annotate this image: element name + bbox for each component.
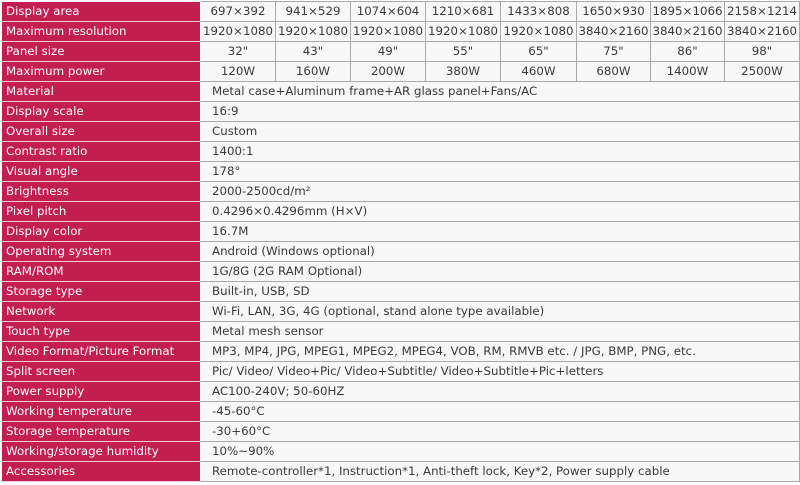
table-row (2, 282, 800, 302)
row-label: Video Format/Picture Format (2, 342, 201, 362)
row-value: Remote-controller*1, Instruction*1, Anti-theft lock, Key*2, Power supply cable (201, 462, 800, 482)
row-value: 120W (201, 62, 276, 82)
table-row (2, 382, 800, 402)
row-label: Material (2, 82, 201, 102)
table-row (2, 242, 800, 262)
row-value: 2158×1214 (725, 2, 800, 22)
row-label: Storage temperature (2, 422, 201, 442)
row-value: Metal mesh sensor (201, 322, 800, 342)
table-row (2, 102, 800, 122)
row-value: 1433×808 (501, 2, 577, 22)
row-value: 98" (725, 42, 800, 62)
row-label: Display scale (2, 102, 201, 122)
row-label: Display area (2, 2, 201, 22)
row-value: 1400W (651, 62, 725, 82)
row-value: 49" (351, 42, 426, 62)
row-label: Power supply (2, 382, 201, 402)
row-label: Working/storage humidity (2, 442, 201, 462)
row-value: 1920×1080 (426, 22, 501, 42)
row-label: Display color (2, 222, 201, 242)
row-value: 16:9 (201, 102, 800, 122)
row-label: Maximum resolution (2, 22, 201, 42)
row-value: 1650×930 (577, 2, 651, 22)
row-value: Pic/ Video/ Video+Pic/ Video+Subtitle/ Video+Subtitle+Pic+letters (201, 362, 800, 382)
row-value: 200W (351, 62, 426, 82)
row-value: 3840×2160 (725, 22, 800, 42)
row-label: Network (2, 302, 201, 322)
row-value: Custom (201, 122, 800, 142)
row-label: Maximum power (2, 62, 201, 82)
row-value: 1920×1080 (501, 22, 577, 42)
row-value: 680W (577, 62, 651, 82)
row-value: 3840×2160 (651, 22, 725, 42)
table-row (2, 22, 800, 42)
row-value: 941×529 (276, 2, 351, 22)
row-value: 1G/8G (2G RAM Optional) (201, 262, 800, 282)
row-label: Touch type (2, 322, 201, 342)
row-value: 3840×2160 (577, 22, 651, 42)
row-value: 160W (276, 62, 351, 82)
table-row (2, 142, 800, 162)
row-value: 10%~90% (201, 442, 800, 462)
spec-table-body (2, 2, 800, 482)
row-label: Split screen (2, 362, 201, 382)
spec-table (1, 1, 800, 482)
row-value: 1074×604 (351, 2, 426, 22)
row-label: Overall size (2, 122, 201, 142)
table-row (2, 42, 800, 62)
row-value: 16.7M (201, 222, 800, 242)
table-row (2, 302, 800, 322)
row-value: 43" (276, 42, 351, 62)
row-label: RAM/ROM (2, 262, 201, 282)
row-value: Built-in, USB, SD (201, 282, 800, 302)
row-value: 86" (651, 42, 725, 62)
table-row (2, 82, 800, 102)
row-value: 0.4296×0.4296mm (H×V) (201, 202, 800, 222)
row-value: Android (Windows optional) (201, 242, 800, 262)
row-label: Working temperature (2, 402, 201, 422)
row-value: 65" (501, 42, 577, 62)
row-value: 55" (426, 42, 501, 62)
row-value: AC100-240V; 50-60HZ (201, 382, 800, 402)
row-value: 2000-2500cd/m² (201, 182, 800, 202)
table-row (2, 342, 800, 362)
row-value: 1210×681 (426, 2, 501, 22)
row-value: 1920×1080 (276, 22, 351, 42)
row-value: 32" (201, 42, 276, 62)
row-value: 380W (426, 62, 501, 82)
table-row (2, 222, 800, 242)
row-value: Wi-Fi, LAN, 3G, 4G (optional, stand alone type available) (201, 302, 800, 322)
row-value: -45-60°C (201, 402, 800, 422)
table-row (2, 442, 800, 462)
row-value: 1920×1080 (351, 22, 426, 42)
table-row (2, 402, 800, 422)
row-label: Brightness (2, 182, 201, 202)
row-value: 1895×1066 (651, 2, 725, 22)
table-row (2, 202, 800, 222)
row-value: 697×392 (201, 2, 276, 22)
row-value: 1400:1 (201, 142, 800, 162)
row-value: -30+60°C (201, 422, 800, 442)
table-row (2, 122, 800, 142)
row-value: 1920×1080 (201, 22, 276, 42)
row-value: 460W (501, 62, 577, 82)
row-label: Storage type (2, 282, 201, 302)
row-label: Visual angle (2, 162, 201, 182)
table-row (2, 62, 800, 82)
table-row (2, 462, 800, 482)
row-label: Contrast ratio (2, 142, 201, 162)
row-label: Accessories (2, 462, 201, 482)
table-row (2, 182, 800, 202)
row-label: Panel size (2, 42, 201, 62)
row-value: 178° (201, 162, 800, 182)
row-label: Pixel pitch (2, 202, 201, 222)
table-row (2, 322, 800, 342)
row-value: Metal case+Aluminum frame+AR glass panel+Fans/AC (201, 82, 800, 102)
row-value: 75" (577, 42, 651, 62)
table-row (2, 2, 800, 22)
table-row (2, 262, 800, 282)
table-row (2, 422, 800, 442)
row-value: 2500W (725, 62, 800, 82)
row-label: Operating system (2, 242, 201, 262)
table-row (2, 162, 800, 182)
table-row (2, 362, 800, 382)
row-value: MP3, MP4, JPG, MPEG1, MPEG2, MPEG4, VOB, RM, RMVB etc. / JPG, BMP, PNG, etc. (201, 342, 800, 362)
